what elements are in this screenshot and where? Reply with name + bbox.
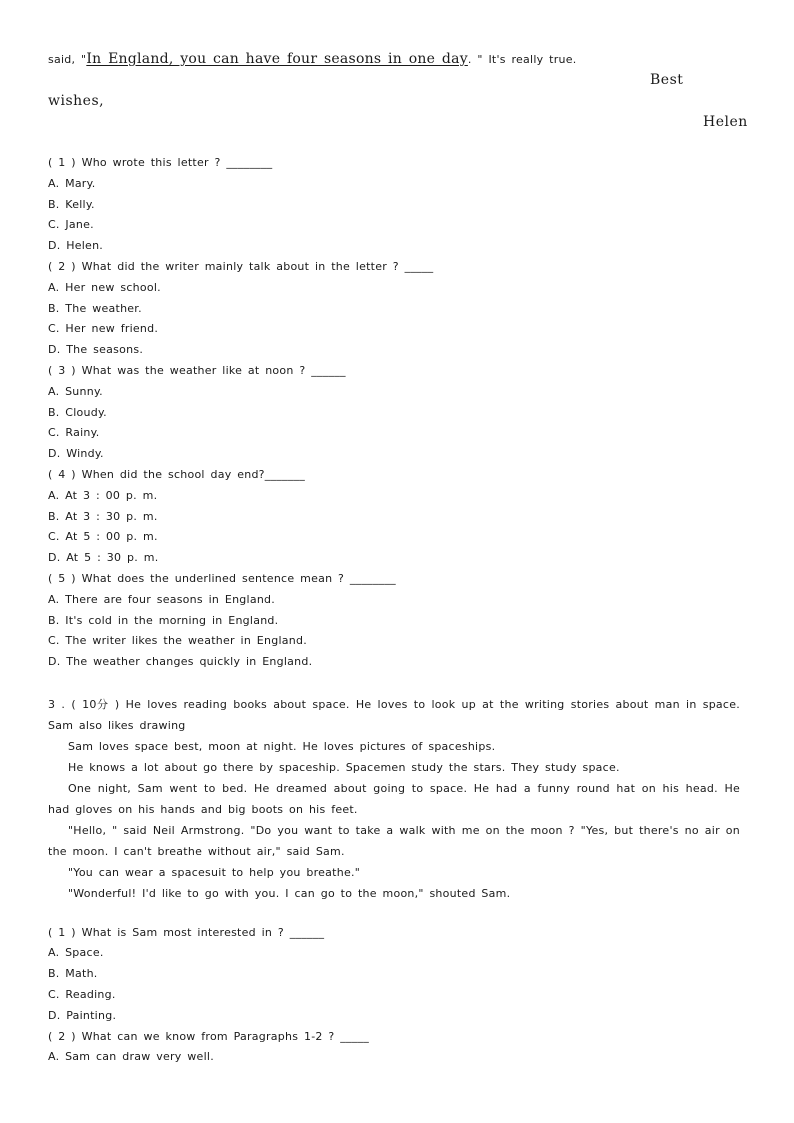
question-stem: ( 4 ) When did the school day end?_______ — [48, 468, 306, 481]
option-d: D. The seasons. — [48, 343, 144, 356]
passage-paragraph: "You can wear a spacesuit to help you breathe." — [68, 866, 361, 879]
option-d: D. Helen. — [48, 239, 104, 252]
option-c: C. The writer likes the weather in England. — [48, 634, 307, 647]
option-d: D. Painting. — [48, 1009, 117, 1022]
option-c: C. Jane. — [48, 218, 94, 231]
option-a: A. Her new school. — [48, 281, 161, 294]
passage-paragraph: Sam loves space best, moon at night. He loves pictures of spaceships. — [68, 740, 496, 753]
option-a: A. There are four seasons in England. — [48, 593, 276, 606]
option-b: B. Cloudy. — [48, 406, 107, 419]
question-stem: ( 2 ) What can we know from Paragraphs 1-2 ? _____ — [48, 1030, 370, 1043]
question-stem: ( 3 ) What was the weather like at noon ? ______ — [48, 364, 346, 377]
section3-intro: 3 . ( 10分 ) He loves reading books about space. He loves to look up at the writing stories about man in space. Sam also likes drawing — [48, 698, 740, 732]
option-b: B. At 3 : 30 p. m. — [48, 510, 158, 523]
passage-paragraph: He knows a lot about go there by spaceship. Spacemen study the stars. They study space. — [68, 761, 620, 774]
option-b: B. The weather. — [48, 302, 142, 315]
said-suffix: . " It's really true. — [467, 53, 577, 66]
option-b: B. Math. — [48, 967, 98, 980]
option-a: A. At 3 : 00 p. m. — [48, 489, 158, 502]
option-a: A. Mary. — [48, 177, 96, 190]
option-c: C. At 5 : 00 p. m. — [48, 530, 158, 543]
option-a: A. Space. — [48, 946, 104, 959]
option-d: D. Windy. — [48, 447, 104, 460]
passage-paragraph: "Hello, " said Neil Armstrong. "Do you want to take a walk with me on the moon ? "Yes, but there's no air on the moon. I can't breathe without air," said Sam. — [48, 824, 740, 858]
underlined-sentence: In England, you can have four seasons in one day — [86, 51, 468, 67]
option-c: C. Her new friend. — [48, 322, 159, 335]
option-d: D. At 5 : 30 p. m. — [48, 551, 159, 564]
closing-best: Best — [650, 72, 684, 88]
passage-paragraph: "Wonderful! I'd like to go with you. I can go to the moon," shouted Sam. — [68, 887, 511, 900]
option-a: A. Sam can draw very well. — [48, 1050, 214, 1063]
closing-wishes: wishes, — [48, 93, 105, 109]
question-stem: ( 2 ) What did the writer mainly talk about in the letter ? _____ — [48, 260, 434, 273]
option-d: D. The weather changes quickly in England. — [48, 655, 313, 668]
passage-paragraph: One night, Sam went to bed. He dreamed about going to space. He had a funny round hat on his head. He had gloves on his hands and big boots on his feet. — [48, 782, 740, 816]
option-c: C. Reading. — [48, 988, 116, 1001]
option-c: C. Rainy. — [48, 426, 100, 439]
question-stem: ( 5 ) What does the underlined sentence mean ? ________ — [48, 572, 396, 585]
said-prefix: said, " — [48, 53, 87, 66]
signature: Helen — [703, 114, 748, 130]
question-stem: ( 1 ) Who wrote this letter ? ________ — [48, 156, 273, 169]
letter-quote-line — [48, 52, 576, 67]
option-b: B. It's cold in the morning in England. — [48, 614, 279, 627]
option-a: A. Sunny. — [48, 385, 103, 398]
option-b: B. Kelly. — [48, 198, 95, 211]
question-stem: ( 1 ) What is Sam most interested in ? ______ — [48, 926, 325, 939]
